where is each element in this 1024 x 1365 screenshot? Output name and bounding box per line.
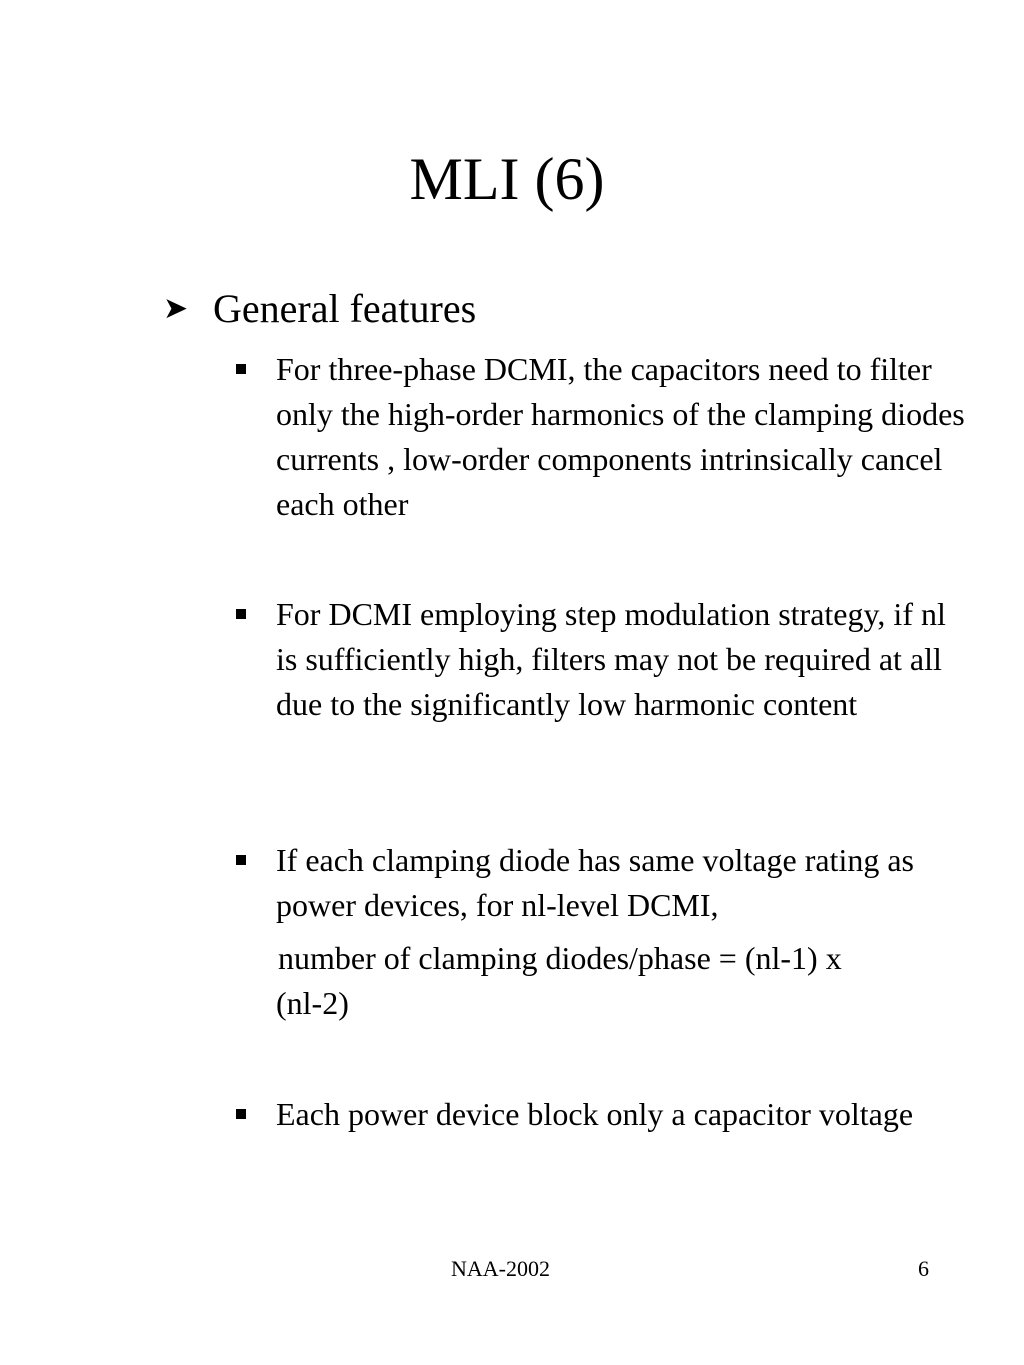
formula-line: number of clamping diodes/phase = (nl-1) x xyxy=(278,940,842,976)
bullet-formula xyxy=(276,936,972,1026)
bullet-text: For three-phase DCMI, the capacitors need to filter only the high-order harmonics of the clamping diodes currents , low-order components intrinsically cancel each other xyxy=(276,351,965,522)
page-number: 6 xyxy=(918,1256,929,1281)
footer-label: NAA-2002 xyxy=(451,1256,550,1281)
bullet-item xyxy=(232,347,972,527)
bullet-text: Each power device block only a capacitor voltage xyxy=(276,1096,914,1132)
bullet-item xyxy=(232,592,972,727)
bullet-text: If each clamping diode has same voltage rating as power devices, for nl-level DCMI, xyxy=(276,842,914,923)
square-bullet-icon xyxy=(236,1109,246,1119)
formula-line-continuation: (nl-2) xyxy=(276,985,349,1021)
section-heading xyxy=(163,285,476,333)
bullet-text: For DCMI employing step modulation strategy, if nl is sufficiently high, filters may not be required at all due to the significantly low harmonic content xyxy=(276,596,946,722)
square-bullet-icon xyxy=(236,855,246,865)
bullet-item xyxy=(232,838,972,1026)
bullet-item xyxy=(232,1092,972,1137)
slide-title: MLI (6) xyxy=(409,146,605,212)
square-bullet-icon xyxy=(236,609,246,619)
arrow-bullet-icon: ➤ xyxy=(163,292,189,325)
section-heading-text: General features xyxy=(213,286,477,331)
square-bullet-icon xyxy=(236,364,246,374)
